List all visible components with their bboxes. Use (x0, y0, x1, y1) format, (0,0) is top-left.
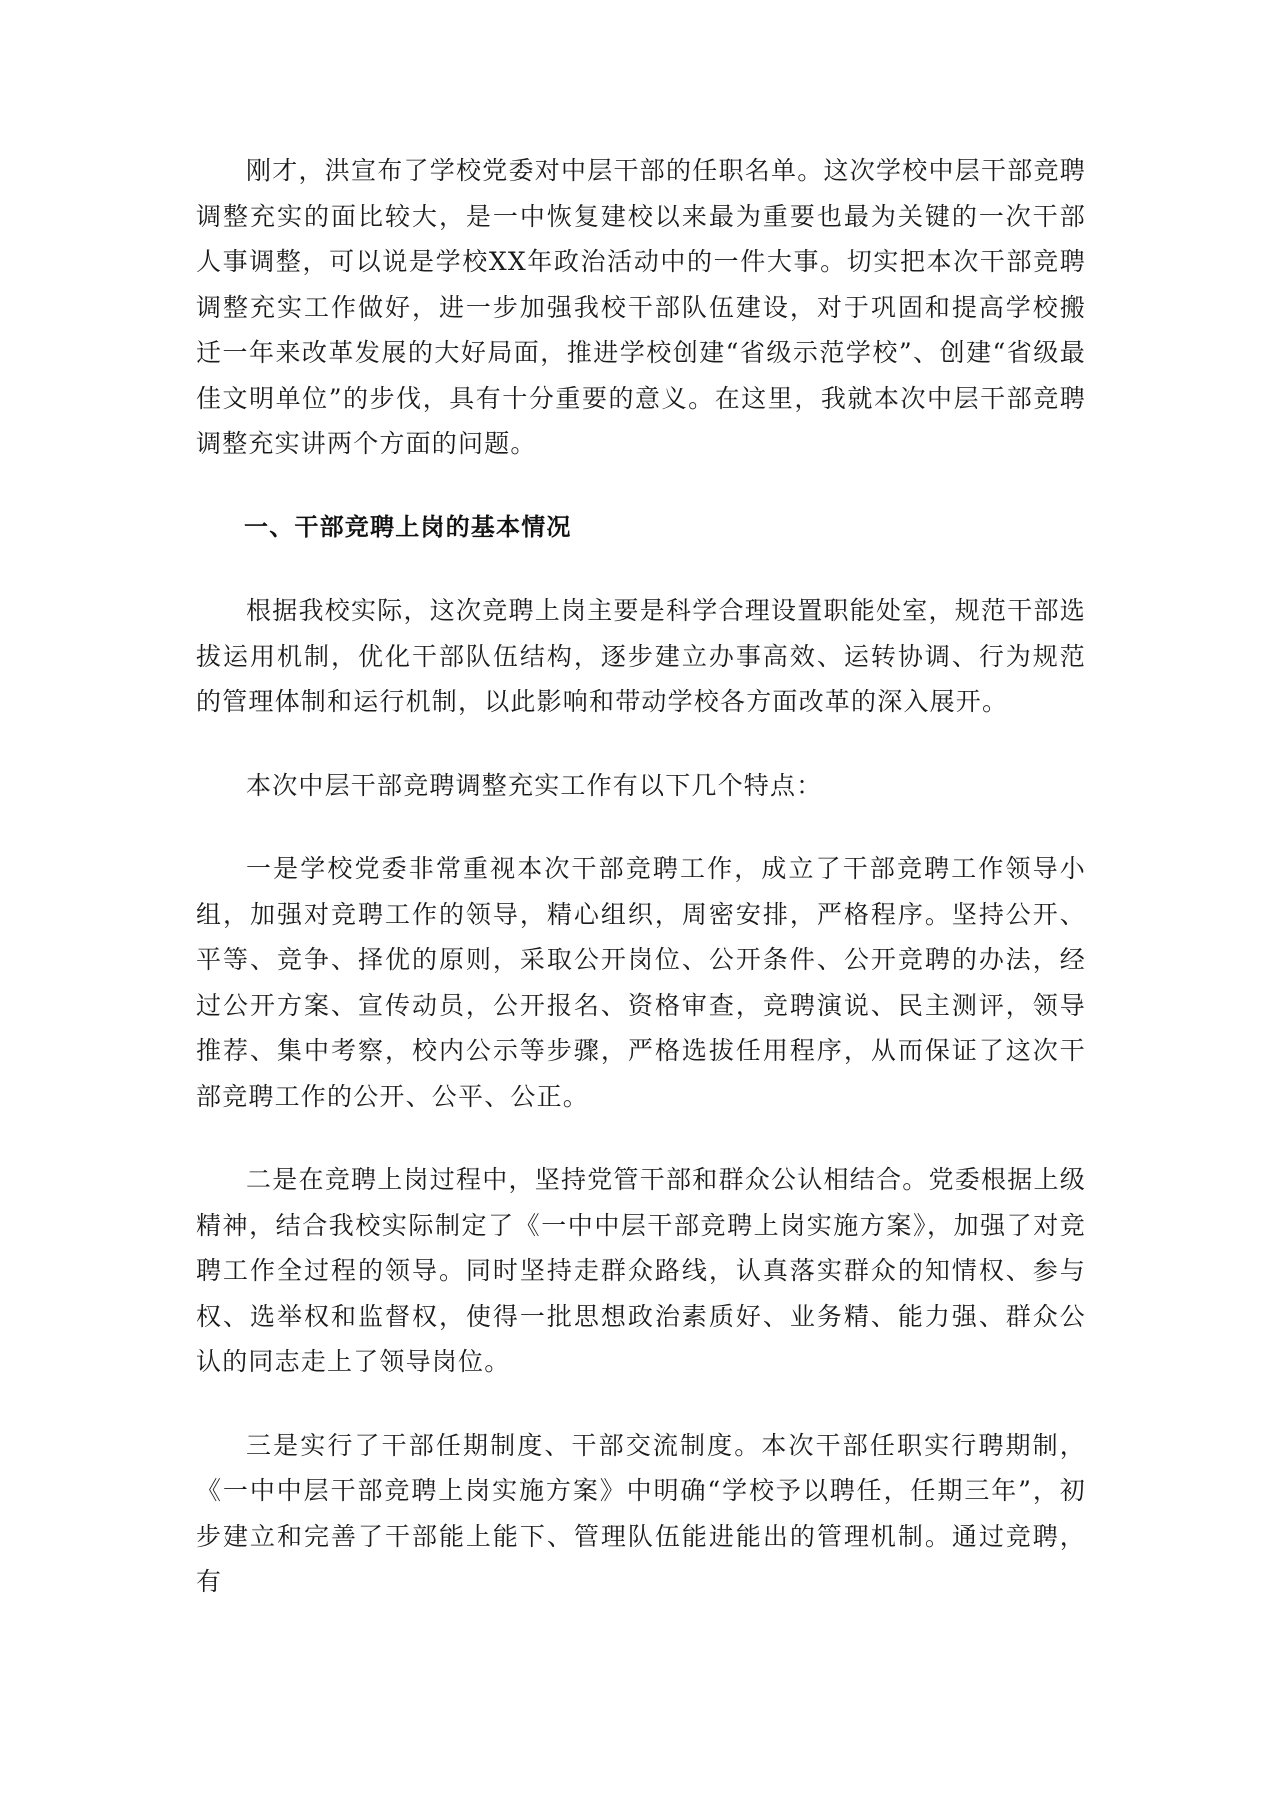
paragraph-feature-1: 一是学校党委非常重视本次干部竞聘工作，成立了干部竞聘工作领导小组，加强对竞聘工作的领导，精心组织，周密安排，严格程序。坚持公开、平等、竞争、择优的原则，采取公开岗位、公开条件、公开竞聘的办法，经过公开方案、宣传动员，公开报名、资格审查，竞聘演说、民主测评，领导推荐、集中考察，校内公示等步骤，严格选拔任用程序，从而保证了这次干部竞聘工作的公开、公平、公正。 (196, 854, 1086, 1111)
document-body (196, 148, 1086, 1643)
paragraph-features-intro: 本次中层干部竞聘调整充实工作有以下几个特点： (246, 770, 823, 800)
paragraph-feature-3: 三是实行了干部任期制度、干部交流制度。本次干部任职实行聘期制，《一中中层干部竞聘上岗实施方案》中明确“学校予以聘任，任期三年”，初步建立和完善了干部能上能下、管理队伍能进能出的管理机制。通过竞聘，有 (196, 1430, 1086, 1596)
section-heading-1: 一、干部竞聘上岗的基本情况 (244, 512, 572, 541)
paragraph-feature-2: 二是在竞聘上岗过程中，坚持党管干部和群众公认相结合。党委根据上级精神，结合我校实际制定了《一中中层干部竞聘上岗实施方案》，加强了对竞聘工作全过程的领导。同时坚持走群众路线，认真落实群众的知情权、参与权、选举权和监督权，使得一批思想政治素质好、业务精、能力强、群众公认的同志走上了领导岗位。 (196, 1165, 1086, 1376)
paragraph-opening: 刚才，洪宣布了学校党委对中层干部的任职名单。这次学校中层干部竞聘调整充实的面比较大，是一中恢复建校以来最为重要也最为关键的一次干部人事调整，可以说是学校XX年政治活动中的一件大事。切实把本次干部竞聘调整充实工作做好，进一步加强我校干部队伍建设，对于巩固和提高学校搬迁一年来改革发展的大好局面，推进学校创建“省级示范学校”、创建“省级最佳文明单位”的步伐，具有十分重要的意义。在这里，我就本次中层干部竞聘调整充实讲两个方面的问题。 (196, 156, 1086, 458)
paragraph-background: 根据我校实际，这次竞聘上岗主要是科学合理设置职能处室，规范干部选拔运用机制，优化干部队伍结构，逐步建立办事高效、运转协调、行为规范的管理体制和运行机制，以此影响和带动学校各方面改革的深入展开。 (196, 596, 1086, 716)
